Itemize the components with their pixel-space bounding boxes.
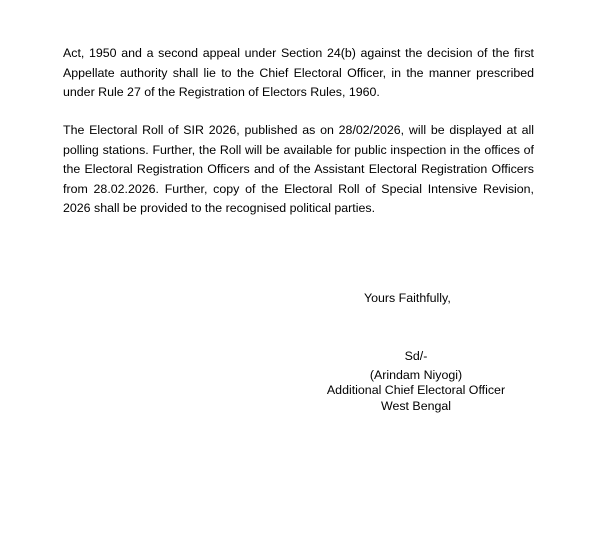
signatory-place: West Bengal <box>380 398 452 413</box>
signature-sd: Sd/- <box>404 349 428 363</box>
signatory-name: (Arindam Niyogi) <box>369 367 463 382</box>
signature-block <box>311 349 521 414</box>
closing-salutation: Yours Faithfully, <box>364 291 451 305</box>
paragraph-electoral-roll: The Electoral Roll of SIR 2026, published as on 28/02/2026, will be displayed at all polling stations. Further, the Roll will be available for public inspection in the offices of the Electoral Registration Officers and of the Assistant Electoral Registration Officers from 28.02.2026. Further, copy of the Electoral Roll of Special Intensive Revision, 2026 shall be provided to the recognised political parties. <box>63 123 534 215</box>
paragraph-appeal: Act, 1950 and a second appeal under Section 24(b) against the decision of the first Appellate authority shall lie to the Chief Electoral Officer, in the manner prescribed under Rule 27 of the Registration of Electors Rules, 1960. <box>63 46 534 99</box>
signatory-designation: Additional Chief Electoral Officer <box>326 383 506 397</box>
